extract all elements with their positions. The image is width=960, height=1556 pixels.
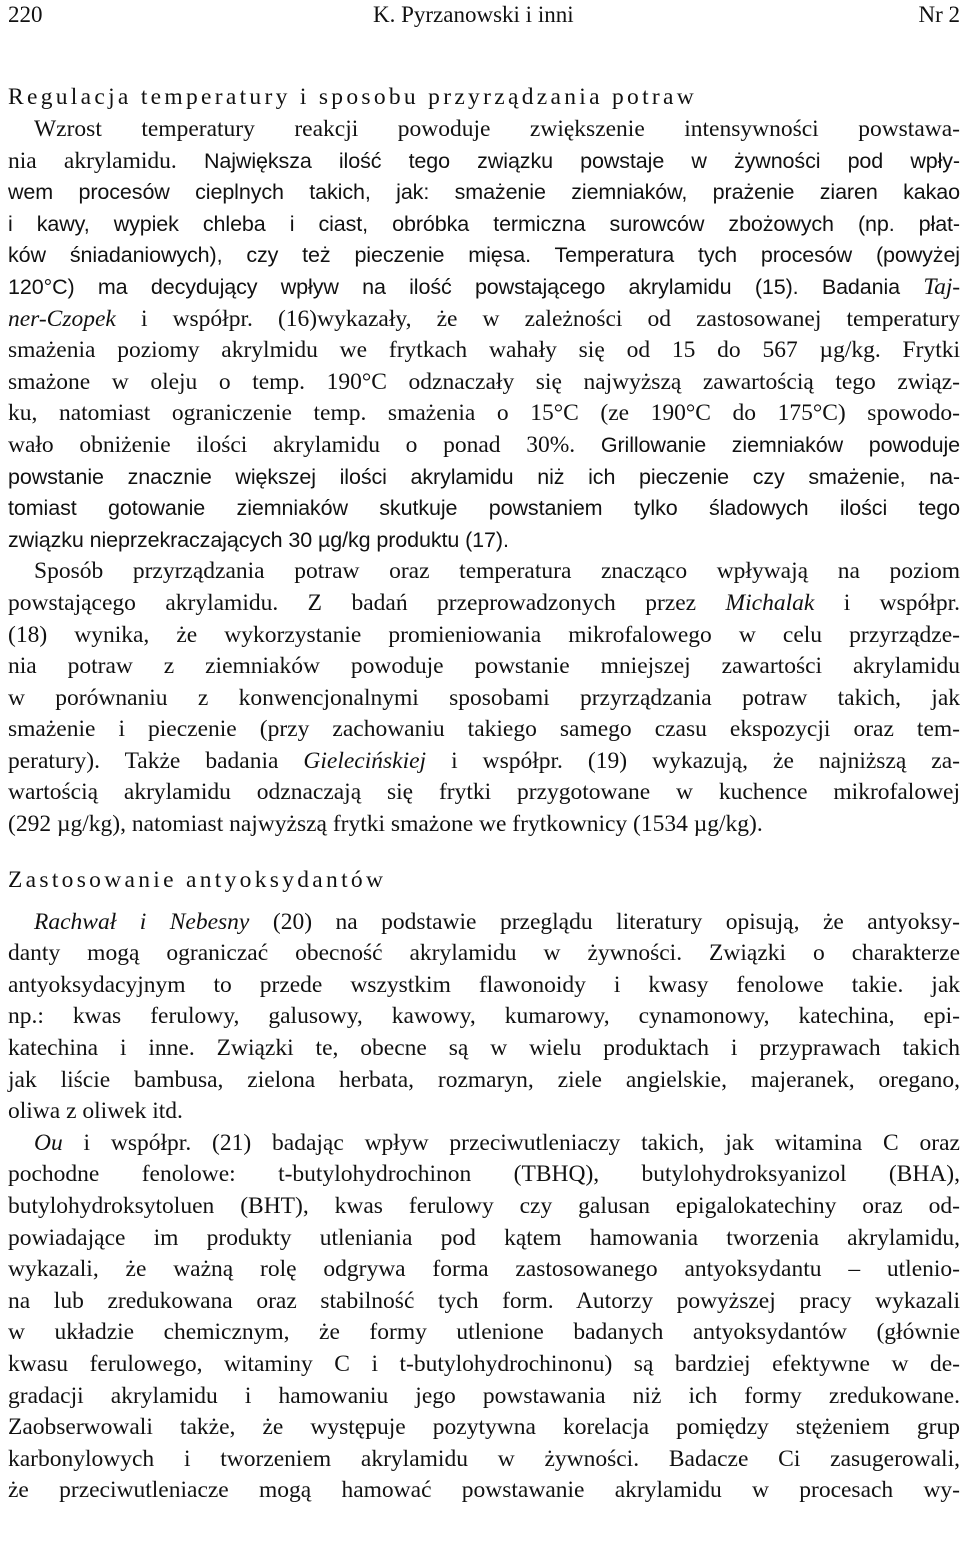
text-line: w porównaniu z konwencjonalnymi sposobami przyrządzania potraw takich, jak xyxy=(8,684,960,711)
paragraph-antioxidants-1 xyxy=(8,907,960,1128)
text-line: nia potraw z ziemniaków powoduje powstanie mniejszej zawartości akrylamidu xyxy=(8,653,960,680)
text-line: (292 µg/kg), natomiast najwyższą frytki smażone we frytkownicy (1534 µg/kg). xyxy=(8,811,763,838)
text-line: oliwa z oliwek itd. xyxy=(8,1098,183,1125)
text-line: tomiast gotowanie ziemniaków skutkuje powstaniem tylko śladowych ilości tego xyxy=(8,496,960,521)
text-line: karbonylowych i tworzeniem akrylamidu w żywności. Badacze Ci zasugerowali, xyxy=(8,1445,960,1472)
text-line: na lub zredukowana oraz stabilność tych form. Autorzy powyższej pracy wykazali xyxy=(8,1287,960,1314)
section-title-antioxidants: Zastosowanie antyoksydantów xyxy=(8,866,387,893)
text-line: Ou i współpr. (21) badając wpływ przeciwutleniaczy takich, jak witamina C oraz xyxy=(34,1129,960,1156)
paragraph-antioxidants-2 xyxy=(8,1128,960,1507)
text-line: wem procesów cieplnych takich, jak: smażenie ziemniaków, prażenie ziaren kakao xyxy=(8,180,960,205)
text-line: i kawy, wypiek chleba i ciast, obróbka termiczna surowców zbożowych (np. płat- xyxy=(8,211,960,236)
running-title: K. Pyrzanowski i inni xyxy=(373,2,574,27)
text-line: związku nieprzekraczających 30 µg/kg produktu (17). xyxy=(8,527,509,552)
paragraph-temperature-1 xyxy=(8,114,960,556)
text-line: ków śniadaniowych), czy też pieczenie mięsa. Temperatura tych procesów (powyżej xyxy=(8,243,960,268)
text-line: np.: kwas ferulowy, galusowy, kawowy, kumarowy, cynamonowy, katechina, epi- xyxy=(8,1003,960,1030)
text-line: antyoksydacyjnym to przede wszystkim flawonoidy i kwasy fenolowe takie. jak xyxy=(8,971,960,998)
text-line: ku, natomiast ograniczenie temp. smażenia o 15°C (ze 190°C do 175°C) spowodo- xyxy=(8,400,960,427)
text-line: Wzrost temperatury reakcji powoduje zwiększenie intensywności powstawa- xyxy=(34,116,960,142)
text-line: wykazali, że ważną rolę odgrywa forma zastosowanego antyoksydantu – utlenio- xyxy=(8,1256,960,1283)
text-line: smażone w oleju o temp. 190°C odznaczały się najwyższą zawartością tego związ- xyxy=(8,368,960,395)
section-title-temperature: Regulacja temperatury i sposobu przyrządzania potraw xyxy=(8,84,698,110)
page-header xyxy=(8,0,960,30)
text-line: katechina i inne. Związki te, obecne są w wielu produktach i przyprawach takich xyxy=(8,1035,960,1062)
text-line: Zaobserwowali także, że występuje pozytywna korelacja pomiędzy stężeniem grup xyxy=(8,1414,960,1441)
text-line: smażenia poziomy akrylmidu we frytkach wahały się od 15 do 567 µg/kg. Frytki xyxy=(8,337,960,364)
text-line: Rachwał i Nebesny (20) na podstawie przeglądu literatury opisują, że antyoksy- xyxy=(34,908,960,935)
text-line: butylohydroksytoluen (BHT), kwas ferulowy czy galusan epigalokatechiny oraz od- xyxy=(8,1193,960,1219)
text-line: wało obniżenie ilości akrylamidu o ponad 30%. Grillowanie ziemniaków powoduje xyxy=(8,431,960,458)
text-line: powstającego akrylamidu. Z badań przeprowadzonych przez Michalak i współpr. xyxy=(8,589,960,616)
text-line: (18) wynika, że wykorzystanie promieniowania mikrofalowego w celu przyrządze- xyxy=(8,621,960,648)
text-line: 120°C) ma decydujący wpływ na ilość powstającego akrylamidu (15). Badania Taj- xyxy=(8,273,960,300)
page-number: 220 xyxy=(8,2,43,27)
document-page xyxy=(8,0,960,1507)
text-line: w układzie chemicznym, że formy utlenione badanych antyoksydantów (głównie xyxy=(8,1319,960,1346)
text-line: gradacji akrylamidu i hamowaniu jego powstawania niż ich formy zredukowane. xyxy=(8,1382,960,1409)
text-line: ner-Czopek i współpr. (16)wykazały, że w zależności od zastosowanej temperatury xyxy=(8,305,960,332)
text-line: nia akrylamidu. Największa ilość tego związku powstaje w żywności pod wpły- xyxy=(8,147,960,174)
text-line: smażenie i pieczenie (przy zachowaniu takiego samego czasu ekspozycji oraz tem- xyxy=(8,716,960,743)
text-line: powiadające im produkty utleniania pod kątem hamowania tworzenia akrylamidu, xyxy=(8,1224,960,1251)
text-line: kwasu ferulowego, witaminy C i t-butylohydrochinonu) są bardziej efektywne w de- xyxy=(8,1350,960,1377)
text-line: że przeciwutleniacze mogą hamować powstawanie akrylamidu w procesach wy- xyxy=(8,1477,960,1504)
text-line: peratury). Także badania Gielecińskiej i współpr. (19) wykazują, że najniższą za- xyxy=(8,747,960,774)
paragraph-temperature-2 xyxy=(8,556,960,840)
text-line: danty mogą ograniczać obecność akrylamidu w żywności. Związki o charakterze xyxy=(8,940,960,967)
text-line: wartością akrylamidu odznaczają się frytki przygotowane w kuchence mikrofalowej xyxy=(8,779,960,806)
issue-number: Nr 2 xyxy=(918,2,960,27)
text-line: powstanie znacznie większej ilości akrylamidu niż ich pieczenie czy smażenie, na- xyxy=(8,464,960,489)
text-line: jak liście bambusa, zielona herbata, rozmaryn, ziele angielskie, majeranek, oregano, xyxy=(8,1066,960,1093)
text-line: Sposób przyrządzania potraw oraz temperatura znacząco wpływają na poziom xyxy=(34,558,960,585)
text-line: pochodne fenolowe: t-butylohydrochinon (TBHQ), butylohydroksyanizol (BHA), xyxy=(8,1161,960,1188)
